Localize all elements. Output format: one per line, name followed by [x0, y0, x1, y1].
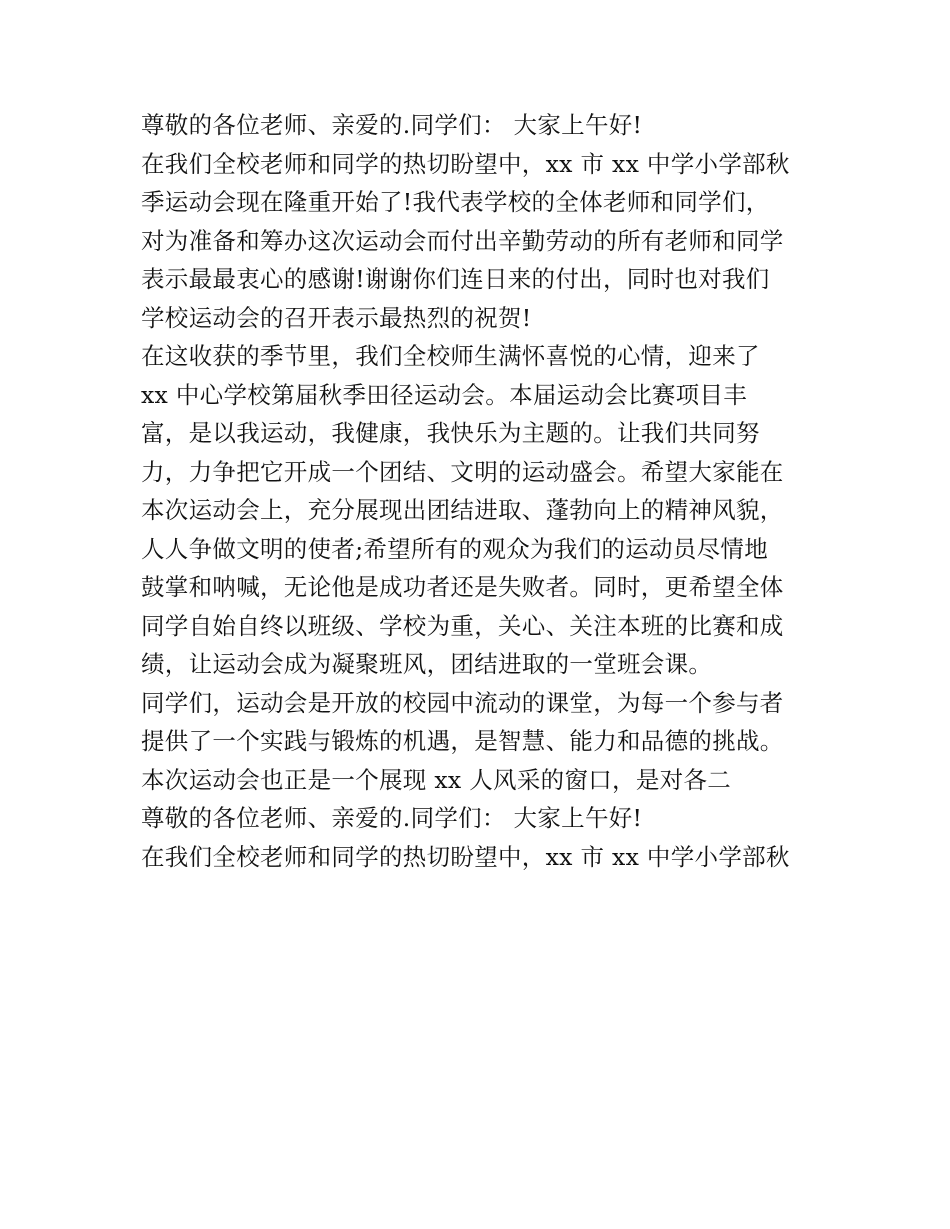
text-line: 在我们全校老师和同学的热切盼望中，xx 市 xx 中学小学部秋: [141, 842, 790, 871]
text-line: 表示最最衷心的感谢!谢谢你们连日来的付出，同时也对我们: [141, 265, 770, 293]
text-line: 本次运动会也正是一个展现 xx 人风采的窗口，是对各二: [141, 765, 732, 794]
speech-text: [141, 106, 841, 876]
text-line: 力，力争把它开成一个团结、文明的运动盛会。希望大家能在: [141, 457, 784, 486]
text-line: 尊敬的各位老师、亲爱的.同学们： 大家上午好!: [141, 804, 643, 832]
text-line: 富，是以我运动，我健康，我快乐为主题的。让我们共同努: [141, 419, 760, 447]
text-line: 同学自始自终以班级、学校为重，关心、关注本班的比赛和成: [141, 611, 784, 640]
text-line: 人人争做文明的使者;希望所有的观众为我们的运动员尽情地: [141, 534, 769, 563]
text-line: 学校运动会的召开表示最热烈的祝贺!: [141, 303, 532, 332]
text-line: 在我们全校老师和同学的热切盼望中，xx 市 xx 中学小学部秋: [141, 149, 790, 178]
text-line: 鼓掌和呐喊，无论他是成功者还是失败者。同时，更希望全体: [141, 573, 784, 601]
text-line: 在这收获的季节里，我们全校师生满怀喜悦的心情，迎来了: [141, 342, 760, 370]
text-line: 尊敬的各位老师、亲爱的.同学们： 大家上午好!: [141, 111, 643, 139]
text-line: 同学们，运动会是开放的校园中流动的课堂，为每一个参与者: [141, 688, 784, 717]
text-line: 对为准备和筹办这次运动会而付出辛勤劳动的所有老师和同学: [141, 226, 784, 255]
text-line: 季运动会现在隆重开始了!我代表学校的全体老师和同学们，: [141, 188, 770, 216]
text-line: 提供了一个实践与锻炼的机遇，是智慧、能力和品德的挑战。: [141, 727, 784, 755]
text-line: xx 中心学校第届秋季田径运动会。本届运动会比赛项目丰: [141, 380, 748, 409]
text-line: 本次运动会上，充分展现出团结进取、蓬勃向上的精神风貌，: [141, 496, 784, 524]
text-line: 绩，让运动会成为凝聚班风，团结进取的一堂班会课。: [141, 650, 713, 678]
